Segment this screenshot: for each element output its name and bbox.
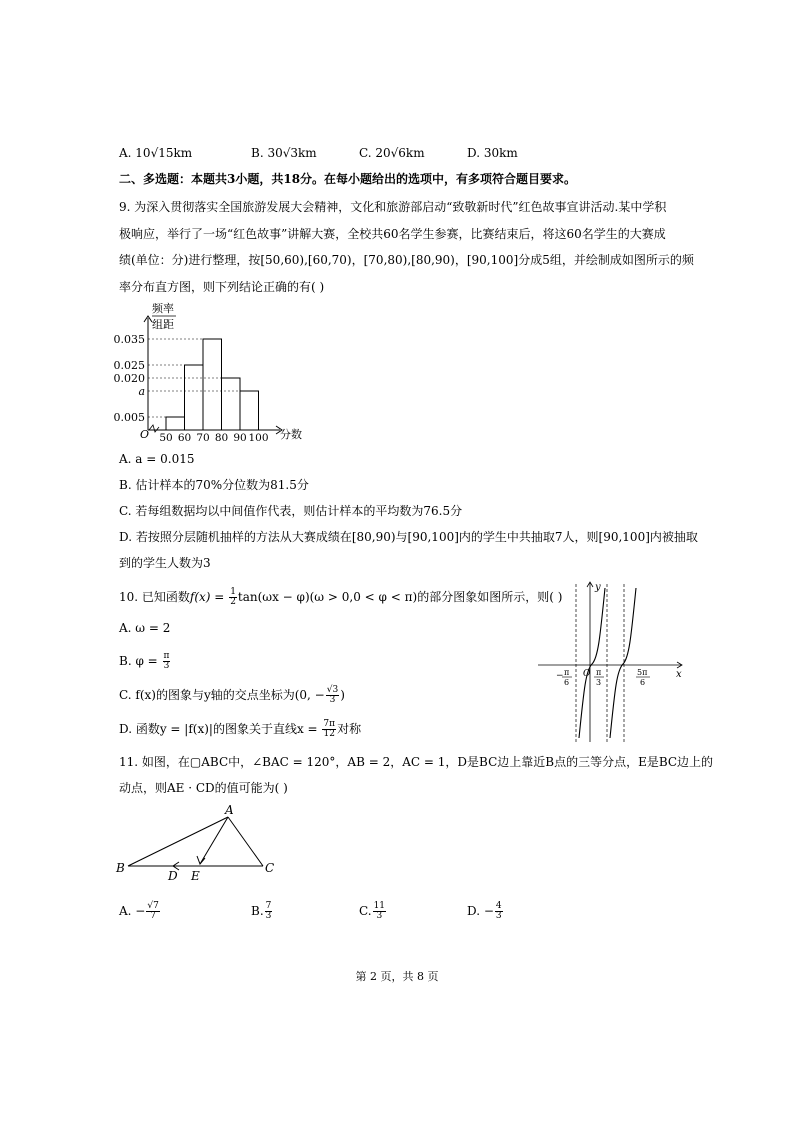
- q11-option-a-num: √7: [147, 901, 159, 911]
- q10-option-a: A. ω = 2: [119, 621, 171, 635]
- graph-y-label: y: [595, 582, 601, 593]
- histogram-bars: [166, 339, 259, 430]
- q11-option-d-frac: [495, 902, 503, 921]
- q11-option-d: [467, 902, 504, 921]
- q9-option-d-line-2: 到的学生人数为3: [119, 556, 211, 570]
- q10-stem-fx: f(x) =: [189, 590, 225, 604]
- tick3-den: 6: [640, 678, 646, 687]
- histogram-bar-1: [185, 365, 204, 430]
- q10-option-d: [119, 720, 361, 739]
- y-tick-label-1: 0.025: [113, 359, 145, 372]
- q10-option-c-num: √3: [326, 685, 339, 695]
- q11-option-c-frac: [373, 902, 386, 921]
- q9-line-2: 极响应，举行了一场“红色故事”讲解大赛，全校共60名学生参赛，比赛结束后，将这60名学生的大赛成: [119, 227, 666, 241]
- x-tick-label-4: 90: [233, 432, 247, 444]
- y-label-bottom: 组距: [152, 318, 174, 331]
- frequency-histogram: [110, 298, 310, 446]
- label-e: E: [191, 869, 200, 883]
- q10-frac-den: 2: [230, 597, 236, 607]
- q10-frac-num: 1: [230, 587, 236, 597]
- histogram-bar-2: [203, 339, 222, 430]
- q11-option-b: [251, 902, 273, 921]
- q9-option-a: A. a = 0.015: [119, 452, 195, 466]
- q10-option-d-post: 对称: [337, 722, 362, 736]
- q8-option-d: D. 30km: [467, 146, 518, 160]
- origin-label: O: [140, 428, 150, 441]
- y-tick-label-4: 0.005: [113, 411, 145, 424]
- q10-option-b-den: 3: [163, 661, 170, 671]
- q11-option-a: [119, 902, 161, 921]
- histogram-bar-4: [240, 391, 259, 430]
- q10-option-c-den: 3: [329, 695, 336, 705]
- q8-option-a: A. 10√15km: [119, 146, 193, 160]
- label-d: D: [168, 869, 178, 883]
- q11-option-c: [359, 902, 387, 921]
- q11-option-c-pre: C.: [359, 904, 372, 918]
- q10-option-d-frac: [322, 720, 336, 739]
- q11-option-c-num: 11: [373, 901, 386, 911]
- label-a: A: [225, 803, 234, 817]
- q8-option-b: B. 30√3km: [251, 146, 317, 160]
- x-tick-label-5: 100: [248, 432, 269, 444]
- tick2-num: π: [596, 668, 602, 677]
- x-tick-label-3: 80: [214, 432, 229, 444]
- q10-stem-post: 的部分图象如图所示，则( ): [417, 590, 563, 604]
- q11-option-b-den: 3: [265, 911, 272, 921]
- q9-option-d-line-1: D. 若按照分层随机抽样的方法从大赛成绩在[80,90)与[90,100]内的学生中共抽取7人，则[90,100]内被抽取: [119, 530, 698, 544]
- x-tick-labels: [159, 432, 268, 444]
- q11-option-a-pre: A. −: [119, 904, 146, 918]
- q11-option-c-den: 3: [376, 911, 383, 921]
- y-tick-label-0: 0.035: [113, 333, 145, 346]
- q11-line-2: 动点，则AE · CD的值可能为( ): [119, 781, 288, 795]
- q10-option-b-num: π: [163, 651, 170, 661]
- segment-ac: [228, 817, 263, 866]
- q11-option-d-num: 4: [495, 901, 502, 911]
- x-tick-label-0: 50: [159, 432, 173, 444]
- q9-line-1: 9. 为深入贯彻落实全国旅游发展大会精神，文化和旅游部启动“致敬新时代”红色故事宣讲活动.某中学积: [119, 200, 667, 214]
- q10-option-c-pre: C. f(x)的图象与y轴的交点坐标为(0, −: [119, 688, 325, 702]
- histogram-bar-0: [166, 417, 185, 430]
- q11-option-a-den: 7: [150, 911, 156, 921]
- q10-option-c-frac: [326, 686, 339, 705]
- q11-option-b-frac: [265, 902, 273, 921]
- q10-option-b-frac: [163, 652, 171, 671]
- tan-branch-2: [610, 588, 636, 738]
- q10-option-d-num: 7π: [323, 719, 336, 729]
- axis-break-mark: [149, 425, 159, 432]
- q11-option-b-num: 7: [265, 901, 272, 911]
- y-tick-labels: [114, 333, 146, 424]
- q10-option-c-post: ): [340, 688, 345, 702]
- q11-option-d-pre: D. −: [467, 904, 494, 918]
- q10-stem-func: tan(ωx − φ)(ω > 0,0 < φ < π): [237, 590, 418, 604]
- q11-option-b-pre: B.: [251, 904, 264, 918]
- graph-x-label: x: [676, 669, 682, 680]
- q10-stem-pre: 10. 已知函数: [119, 590, 190, 604]
- tan-function-graph: [536, 578, 686, 744]
- label-c: C: [265, 861, 275, 875]
- q9-option-b: B. 估计样本的70%分位数为81.5分: [119, 478, 309, 492]
- tick1-num: π: [564, 668, 570, 677]
- q9-line-3: 绩(单位：分)进行整理，按[50,60),[60,70)，[70,80),[80,90)，[90,100]分成5组，并绘制成如图所示的频: [119, 253, 694, 267]
- triangle-figure: [114, 802, 284, 884]
- q10-option-b: [119, 652, 171, 671]
- tick3-num: 5π: [637, 668, 648, 677]
- y-tick-label-2: 0.020: [113, 372, 145, 385]
- tick2-den: 3: [596, 678, 602, 687]
- tick1-den: 6: [564, 678, 570, 687]
- q10-stem: [119, 588, 562, 607]
- x-axis-label: 分数: [280, 428, 302, 441]
- tick1-sign: −: [556, 671, 564, 681]
- histogram-bar-3: [222, 378, 241, 430]
- q10-option-b-pre: B. φ =: [119, 654, 158, 668]
- q10-option-d-pre: D. 函数y = |f(x)|的图象关于直线x =: [119, 722, 318, 736]
- q8-option-c: C. 20√6km: [359, 146, 425, 160]
- section2-header: 二、多选题：本题共3小题，共18分。在每小题给出的选项中，有多项符合题目要求。: [119, 172, 577, 186]
- q10-stem-frac: [229, 588, 237, 607]
- tan-branch-1: [579, 588, 605, 738]
- q11-option-d-den: 3: [495, 911, 502, 921]
- q11-option-a-frac: [146, 902, 159, 921]
- q9-option-c: C. 若每组数据均以中间值作代表，则估计样本的平均数为76.5分: [119, 504, 463, 518]
- x-tick-label-1: 60: [177, 432, 192, 444]
- label-b: B: [116, 861, 125, 875]
- q11-line-1: 11. 如图，在▢ABC中，∠BAC = 120°，AB = 2，AC = 1，D是BC边上靠近B点的三等分点，E是BC边上的: [119, 755, 714, 769]
- y-label-top: 频率: [152, 302, 174, 315]
- x-tick-label-2: 70: [196, 432, 210, 444]
- y-tick-label-3: a: [138, 385, 145, 398]
- q10-option-d-den: 12: [323, 729, 335, 739]
- q10-option-c: [119, 686, 345, 705]
- graph-origin: O: [583, 669, 591, 679]
- page-footer: 第 2 页，共 8 页: [355, 970, 439, 983]
- q9-line-4: 率分布直方图，则下列结论正确的有( ): [119, 280, 325, 294]
